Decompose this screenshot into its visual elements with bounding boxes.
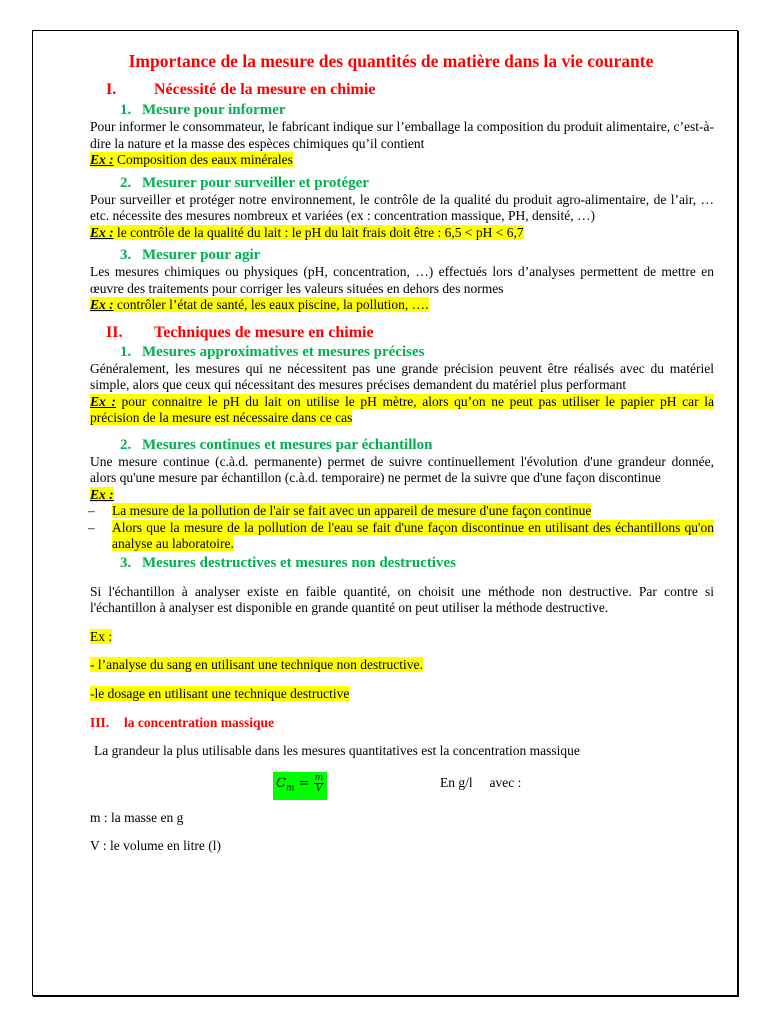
example xyxy=(90,297,714,314)
section-1-number: I. xyxy=(106,81,117,98)
example-label: Ex : xyxy=(90,224,114,240)
subsection-number: 3. xyxy=(120,247,132,263)
example-label: Ex : xyxy=(90,297,114,312)
unit-text: En g/l avec : xyxy=(440,774,522,790)
formula-fraction xyxy=(314,773,325,794)
subsection-number: 2. xyxy=(120,174,132,191)
list-item xyxy=(88,520,714,553)
example xyxy=(90,394,714,427)
example-label: Ex : xyxy=(90,393,116,409)
section-3-number: III. xyxy=(90,715,110,730)
subsection-number: 1. xyxy=(120,343,132,360)
example xyxy=(90,152,714,169)
list-item-text xyxy=(112,520,714,553)
formula-numerator: m xyxy=(314,772,324,783)
example xyxy=(90,487,714,504)
formula-equals: = xyxy=(294,775,314,791)
subsection-2-3-heading xyxy=(90,554,714,572)
example-line-text: - l’analyse du sang en utilisant une technique non destructive. xyxy=(90,657,423,672)
subsection-title: Mesurer pour agir xyxy=(142,247,261,263)
subsection-title: Mesurer pour surveiller et protéger xyxy=(142,174,369,191)
list-item-text xyxy=(112,503,714,520)
subsection-2-1-heading xyxy=(90,343,714,361)
subsection-title: Mesure pour informer xyxy=(142,102,286,118)
document-page xyxy=(90,50,714,855)
section-1-title: Nécessité de la mesure en chimie xyxy=(154,81,376,98)
concentration-formula xyxy=(273,772,327,801)
subsection-2-2-heading xyxy=(90,436,714,454)
section-1-heading xyxy=(88,80,714,100)
subsection-1-3-heading xyxy=(90,246,714,264)
section-2-number: II. xyxy=(106,323,123,341)
subsection-title: Mesures destructives et mesures non destructives xyxy=(142,554,456,571)
example-line-text: -le dosage en utilisant une technique destructive xyxy=(90,685,350,701)
example-text: Composition des eaux minérales xyxy=(113,152,293,167)
list-item xyxy=(88,503,714,520)
paragraph: Pour informer le consommateur, le fabricant indique sur l’emballage la composition du produit alimentaire, c’est-à-dire la nature et la masse des espèces chimiques qu’il contient xyxy=(90,119,715,151)
example-text: contrôler l’état de santé, les eaux piscine, la pollution, …. xyxy=(113,297,429,312)
subsection-title: Mesures approximatives et mesures précises xyxy=(142,343,425,360)
definition-m: m : la masse en g xyxy=(90,809,184,825)
list-item-highlight: Alors que la mesure de la pollution de l'eau se fait d'une façon discontinue en utilisant des échantillons qu'on analyse au laboratoire. xyxy=(112,519,714,551)
subsection-number: 2. xyxy=(120,436,132,453)
example xyxy=(90,629,714,646)
paragraph: Pour surveiller et protéger notre environnement, le contrôle de la qualité du produit agro-alimentaire, de l’air, …etc. nécessite des mesures nombreux et variées (ex : concentration massique, PH, densité, …) xyxy=(90,191,714,223)
section-3-title: la concentration massique xyxy=(124,715,274,730)
example-label: Ex : xyxy=(90,152,114,167)
paragraph: Les mesures chimiques ou physiques (pH, concentration, …) effectués lors d’analyses permettent de mettre en œuvre des traitements pour corriger les valeurs situées en dehors des normes xyxy=(90,264,714,296)
list-dash: – xyxy=(88,519,95,535)
subsection-title: Mesures continues et mesures par échantillon xyxy=(142,436,433,453)
paragraph: Si l'échantillon à analyser existe en faible quantité, on choisit une méthode non destructive. Par contre si l'échantillon à analyser est disponible en grande quantité on peut utiliser la méthode destructive. xyxy=(90,583,714,615)
page-title: Importance de la mesure des quantités de matière dans la vie courante xyxy=(128,51,654,71)
formula-lhs: C xyxy=(276,775,286,791)
subsection-number: 3. xyxy=(120,554,132,571)
example-line xyxy=(90,657,714,674)
example xyxy=(90,225,714,242)
example-line xyxy=(90,686,714,703)
example-label: Ex : xyxy=(90,486,114,502)
subsection-1-2-heading xyxy=(90,174,714,192)
formula-subscript: m xyxy=(285,783,295,794)
section-2-title: Techniques de mesure en chimie xyxy=(154,323,374,341)
section-2-heading xyxy=(88,323,714,343)
subsection-number: 1. xyxy=(120,102,132,118)
list-dash: – xyxy=(88,503,95,518)
subsection-1-1-heading xyxy=(90,101,714,119)
paragraph: La grandeur la plus utilisable dans les mesures quantitatives est la concentration massique xyxy=(94,743,580,758)
paragraph: Une mesure continue (c.à.d. permanente) permet de suivre continuellement l'évolution d'une grandeur donnée, alors qu'une mesure par échantillon (c.à.d. temporaire) ne permet de la suivre que d'une façon discontinue xyxy=(90,453,714,485)
example-text: le contrôle de la qualité du lait : le pH du lait frais doit être : 6,5 < pH < 6,7 xyxy=(113,224,524,240)
list-item-highlight: La mesure de la pollution de l'air se fait avec un appareil de mesure d'une façon continue xyxy=(112,503,592,518)
definition-v: V : le volume en litre (l) xyxy=(90,838,221,853)
formula-row xyxy=(90,770,714,800)
paragraph: Généralement, les mesures qui ne nécessitent pas une grande précision peuvent être réalisés avec du matériel simple, alors que ceux qui nécessitant des mesures précises demandent du matériel plus performant xyxy=(90,360,714,392)
example-text: pour connaitre le pH du lait on utilise le pH mètre, alors qu’on ne peut pas utiliser le papier pH car la précision de la mesure est nécessaire dans ce cas xyxy=(90,393,714,425)
section-3-heading xyxy=(90,715,714,731)
example-label: Ex : xyxy=(90,628,113,644)
formula-denominator: V xyxy=(315,783,323,794)
